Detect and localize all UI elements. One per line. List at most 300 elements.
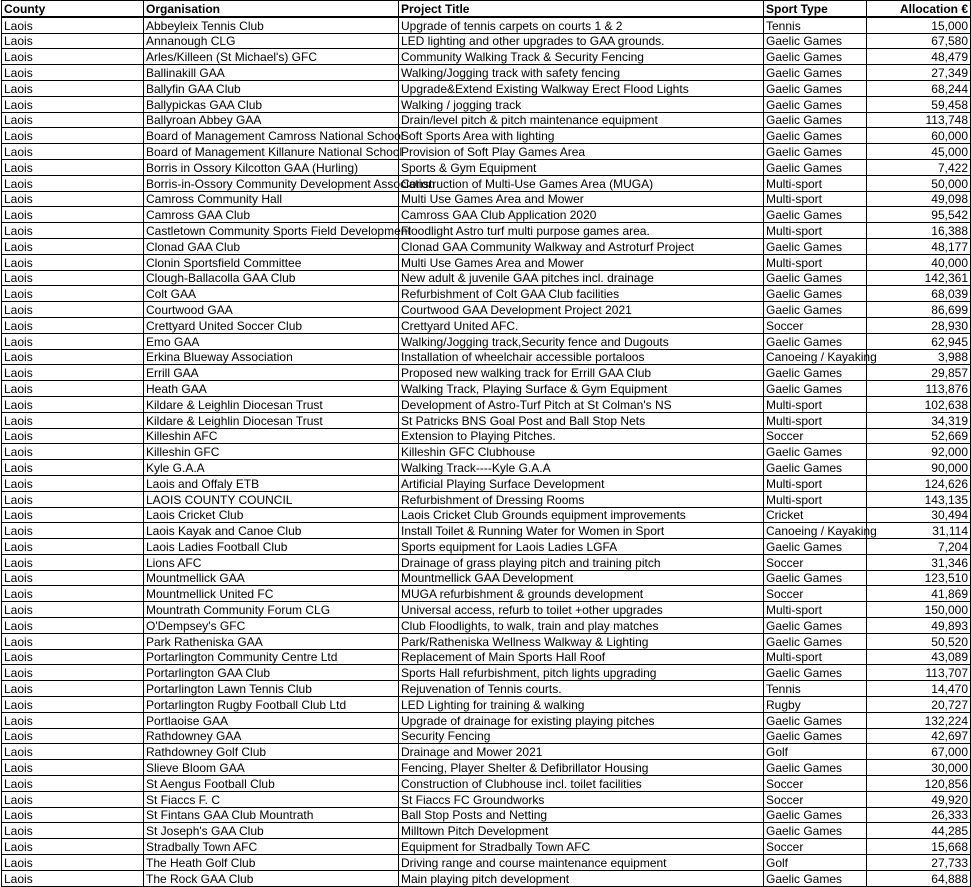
cell-sport-type[interactable]: Gaelic Games — [764, 128, 867, 144]
cell-county[interactable]: Laois — [2, 381, 144, 397]
cell-county[interactable]: Laois — [2, 144, 144, 160]
cell-project-title[interactable]: Artificial Playing Surface Development — [399, 475, 764, 491]
cell-project-title[interactable]: Installation of wheelchair accessible portaloos — [399, 349, 764, 365]
cell-sport-type[interactable]: Multi-sport — [764, 412, 867, 428]
cell-allocation[interactable]: 14,470 — [867, 681, 971, 697]
cell-organisation[interactable]: Mountmellick United FC — [144, 586, 399, 602]
cell-allocation[interactable]: 50,520 — [867, 633, 971, 649]
cell-organisation[interactable]: Ballyroan Abbey GAA — [144, 112, 399, 128]
cell-sport-type[interactable]: Soccer — [764, 586, 867, 602]
cell-sport-type[interactable]: Gaelic Games — [764, 159, 867, 175]
header-project-title[interactable]: Project Title — [399, 1, 764, 17]
allocations-table — [1, 0, 971, 887]
cell-project-title[interactable]: Crettyard United AFC. — [399, 317, 764, 333]
cell-sport-type[interactable]: Gaelic Games — [764, 286, 867, 302]
cell-county[interactable]: Laois — [2, 349, 144, 365]
cell-sport-type[interactable]: Gaelic Games — [764, 207, 867, 223]
cell-sport-type[interactable]: Soccer — [764, 428, 867, 444]
cell-allocation[interactable]: 132,224 — [867, 712, 971, 728]
cell-organisation[interactable]: Arles/Killeen (St Michael's) GFC — [144, 49, 399, 65]
cell-county[interactable]: Laois — [2, 412, 144, 428]
cell-organisation[interactable]: Abbeyleix Tennis Club — [144, 17, 399, 33]
cell-county[interactable]: Laois — [2, 633, 144, 649]
table-row — [2, 412, 971, 428]
cell-project-title[interactable]: Fencing, Player Shelter & Defibrillator Housing — [399, 760, 764, 776]
cell-allocation[interactable]: 7,204 — [867, 539, 971, 555]
cell-county[interactable]: Laois — [2, 302, 144, 318]
cell-project-title[interactable]: Walking/Jogging track,Security fence and Dugouts — [399, 333, 764, 349]
header-sport-type[interactable]: Sport Type — [764, 1, 867, 17]
cell-county[interactable]: Laois — [2, 365, 144, 381]
cell-allocation[interactable]: 27,733 — [867, 855, 971, 871]
cell-allocation[interactable]: 113,876 — [867, 381, 971, 397]
cell-allocation[interactable]: 92,000 — [867, 444, 971, 460]
cell-organisation[interactable]: Camross Community Hall — [144, 191, 399, 207]
cell-organisation[interactable]: Portarlington Lawn Tennis Club — [144, 681, 399, 697]
cell-allocation[interactable]: 30,494 — [867, 507, 971, 523]
cell-organisation[interactable]: Errill GAA — [144, 365, 399, 381]
cell-allocation[interactable]: 15,000 — [867, 17, 971, 33]
cell-sport-type[interactable]: Rugby — [764, 697, 867, 713]
cell-organisation[interactable]: Emo GAA — [144, 333, 399, 349]
header-county[interactable]: County — [2, 1, 144, 17]
cell-project-title[interactable]: Upgrade of tennis carpets on courts 1 & 2 — [399, 17, 764, 33]
cell-county[interactable]: Laois — [2, 191, 144, 207]
cell-sport-type[interactable]: Multi-sport — [764, 602, 867, 618]
cell-county[interactable]: Laois — [2, 855, 144, 871]
cell-sport-type[interactable]: Gaelic Games — [764, 112, 867, 128]
cell-organisation[interactable]: Camross GAA Club — [144, 207, 399, 223]
cell-county[interactable]: Laois — [2, 681, 144, 697]
cell-county[interactable]: Laois — [2, 728, 144, 744]
cell-project-title[interactable]: Development of Astro-Turf Pitch at St Colman's NS — [399, 396, 764, 412]
cell-project-title[interactable]: Drainage of grass playing pitch and training pitch — [399, 554, 764, 570]
cell-county[interactable]: Laois — [2, 776, 144, 792]
cell-project-title[interactable]: Walking/Jogging track with safety fencing — [399, 65, 764, 81]
cell-allocation[interactable]: 68,244 — [867, 80, 971, 96]
cell-sport-type[interactable]: Gaelic Games — [764, 49, 867, 65]
cell-county[interactable]: Laois — [2, 539, 144, 555]
cell-organisation[interactable]: Board of Management Camross National School — [144, 128, 399, 144]
cell-allocation[interactable]: 64,888 — [867, 870, 971, 886]
cell-allocation[interactable]: 113,707 — [867, 665, 971, 681]
cell-allocation[interactable]: 120,856 — [867, 776, 971, 792]
cell-allocation[interactable]: 143,135 — [867, 491, 971, 507]
cell-project-title[interactable]: Courtwood GAA Development Project 2021 — [399, 302, 764, 318]
cell-county[interactable]: Laois — [2, 618, 144, 634]
table-body — [2, 17, 971, 886]
cell-organisation[interactable]: Clonin Sportsfield Committee — [144, 254, 399, 270]
cell-sport-type[interactable]: Gaelic Games — [764, 144, 867, 160]
cell-county[interactable]: Laois — [2, 444, 144, 460]
cell-county[interactable]: Laois — [2, 839, 144, 855]
cell-county[interactable]: Laois — [2, 333, 144, 349]
cell-project-title[interactable]: Install Toilet & Running Water for Women in Sport — [399, 523, 764, 539]
cell-sport-type[interactable]: Gaelic Games — [764, 238, 867, 254]
cell-allocation[interactable]: 20,727 — [867, 697, 971, 713]
cell-allocation[interactable]: 49,920 — [867, 791, 971, 807]
cell-organisation[interactable]: Laois Kayak and Canoe Club — [144, 523, 399, 539]
cell-organisation[interactable]: The Heath Golf Club — [144, 855, 399, 871]
cell-county[interactable]: Laois — [2, 807, 144, 823]
cell-allocation[interactable]: 40,000 — [867, 254, 971, 270]
cell-allocation[interactable]: 95,542 — [867, 207, 971, 223]
cell-organisation[interactable]: Park Ratheniska GAA — [144, 633, 399, 649]
cell-county[interactable]: Laois — [2, 128, 144, 144]
cell-organisation[interactable]: Clough-Ballacolla GAA Club — [144, 270, 399, 286]
table-row — [2, 333, 971, 349]
cell-allocation[interactable]: 113,748 — [867, 112, 971, 128]
cell-organisation[interactable]: St Joseph's GAA Club — [144, 823, 399, 839]
cell-project-title[interactable]: Community Walking Track & Security Fencing — [399, 49, 764, 65]
cell-allocation[interactable]: 67,580 — [867, 33, 971, 49]
cell-sport-type[interactable]: Soccer — [764, 317, 867, 333]
cell-allocation[interactable]: 28,930 — [867, 317, 971, 333]
cell-county[interactable]: Laois — [2, 428, 144, 444]
cell-organisation[interactable]: Ballypickas GAA Club — [144, 96, 399, 112]
cell-project-title[interactable]: Milltown Pitch Development — [399, 823, 764, 839]
cell-allocation[interactable]: 59,458 — [867, 96, 971, 112]
cell-project-title[interactable]: Construction of Multi-Use Games Area (MUGA) — [399, 175, 764, 191]
cell-project-title[interactable]: Upgrade of drainage for existing playing pitches — [399, 712, 764, 728]
cell-organisation[interactable]: Board of Management Killanure National School — [144, 144, 399, 160]
cell-project-title[interactable]: Provision of Soft Play Games Area — [399, 144, 764, 160]
cell-allocation[interactable]: 90,000 — [867, 460, 971, 476]
cell-project-title[interactable]: St Patricks BNS Goal Post and Ball Stop Nets — [399, 412, 764, 428]
cell-project-title[interactable]: Soft Sports Area with lighting — [399, 128, 764, 144]
cell-allocation[interactable]: 31,114 — [867, 523, 971, 539]
table-row — [2, 475, 971, 491]
table-row — [2, 96, 971, 112]
cell-county[interactable]: Laois — [2, 665, 144, 681]
cell-sport-type[interactable]: Golf — [764, 744, 867, 760]
cell-sport-type[interactable]: Canoeing / Kayaking — [764, 349, 867, 365]
cell-project-title[interactable]: Replacement of Main Sports Hall Roof — [399, 649, 764, 665]
table-row — [2, 159, 971, 175]
cell-allocation[interactable]: 31,346 — [867, 554, 971, 570]
cell-allocation[interactable]: 34,319 — [867, 412, 971, 428]
table-row — [2, 823, 971, 839]
cell-allocation[interactable]: 44,285 — [867, 823, 971, 839]
cell-county[interactable]: Laois — [2, 649, 144, 665]
header-allocation[interactable]: Allocation € — [867, 1, 971, 17]
cell-project-title[interactable]: Clonad GAA Community Walkway and Astroturf Project — [399, 238, 764, 254]
cell-county[interactable]: Laois — [2, 238, 144, 254]
cell-project-title[interactable]: Laois Cricket Club Grounds equipment improvements — [399, 507, 764, 523]
cell-organisation[interactable]: LAOIS COUNTY COUNCIL — [144, 491, 399, 507]
cell-allocation[interactable]: 68,039 — [867, 286, 971, 302]
cell-project-title[interactable]: Main playing pitch development — [399, 870, 764, 886]
cell-allocation[interactable]: 62,945 — [867, 333, 971, 349]
cell-project-title[interactable]: Driving range and course maintenance equipment — [399, 855, 764, 871]
cell-organisation[interactable]: Ballinakill GAA — [144, 65, 399, 81]
cell-county[interactable]: Laois — [2, 823, 144, 839]
cell-sport-type[interactable]: Multi-sport — [764, 175, 867, 191]
cell-organisation[interactable]: Erkina Blueway Association — [144, 349, 399, 365]
cell-sport-type[interactable]: Gaelic Games — [764, 760, 867, 776]
cell-sport-type[interactable]: Golf — [764, 855, 867, 871]
cell-county[interactable]: Laois — [2, 554, 144, 570]
cell-county[interactable]: Laois — [2, 223, 144, 239]
cell-sport-type[interactable]: Multi-sport — [764, 649, 867, 665]
cell-sport-type[interactable]: Canoeing / Kayaking — [764, 523, 867, 539]
cell-project-title[interactable]: LED Lighting for training & walking — [399, 697, 764, 713]
cell-county[interactable]: Laois — [2, 744, 144, 760]
cell-project-title[interactable]: St Fiaccs FC Groundworks — [399, 791, 764, 807]
cell-allocation[interactable]: 42,697 — [867, 728, 971, 744]
cell-county[interactable]: Laois — [2, 712, 144, 728]
cell-allocation[interactable]: 60,000 — [867, 128, 971, 144]
cell-county[interactable]: Laois — [2, 65, 144, 81]
cell-sport-type[interactable]: Tennis — [764, 681, 867, 697]
cell-sport-type[interactable]: Gaelic Games — [764, 570, 867, 586]
cell-sport-type[interactable]: Gaelic Games — [764, 539, 867, 555]
cell-project-title[interactable]: Extension to Playing Pitches. — [399, 428, 764, 444]
cell-county[interactable]: Laois — [2, 586, 144, 602]
cell-county[interactable]: Laois — [2, 254, 144, 270]
cell-organisation[interactable]: Annanough CLG — [144, 33, 399, 49]
cell-organisation[interactable]: Borris in Ossory Kilcotton GAA (Hurling) — [144, 159, 399, 175]
cell-county[interactable]: Laois — [2, 760, 144, 776]
cell-sport-type[interactable]: Gaelic Games — [764, 728, 867, 744]
cell-project-title[interactable]: Drainage and Mower 2021 — [399, 744, 764, 760]
cell-county[interactable]: Laois — [2, 17, 144, 33]
cell-county[interactable]: Laois — [2, 791, 144, 807]
cell-allocation[interactable]: 26,333 — [867, 807, 971, 823]
cell-county[interactable]: Laois — [2, 317, 144, 333]
cell-county[interactable]: Laois — [2, 523, 144, 539]
cell-organisation[interactable]: Portlaoise GAA — [144, 712, 399, 728]
cell-sport-type[interactable]: Gaelic Games — [764, 870, 867, 886]
cell-allocation[interactable]: 123,510 — [867, 570, 971, 586]
cell-county[interactable]: Laois — [2, 112, 144, 128]
cell-allocation[interactable]: 142,361 — [867, 270, 971, 286]
cell-organisation[interactable]: Killeshin AFC — [144, 428, 399, 444]
cell-organisation[interactable]: Killeshin GFC — [144, 444, 399, 460]
cell-project-title[interactable]: Mountmellick GAA Development — [399, 570, 764, 586]
cell-county[interactable]: Laois — [2, 80, 144, 96]
cell-sport-type[interactable]: Multi-sport — [764, 491, 867, 507]
cell-organisation[interactable]: The Rock GAA Club — [144, 870, 399, 886]
cell-organisation[interactable]: Mountrath Community Forum CLG — [144, 602, 399, 618]
cell-sport-type[interactable]: Multi-sport — [764, 191, 867, 207]
table-row — [2, 254, 971, 270]
cell-organisation[interactable]: Ballyfin GAA Club — [144, 80, 399, 96]
table-row — [2, 238, 971, 254]
cell-allocation[interactable]: 102,638 — [867, 396, 971, 412]
cell-allocation[interactable]: 7,422 — [867, 159, 971, 175]
cell-project-title[interactable]: Security Fencing — [399, 728, 764, 744]
cell-county[interactable]: Laois — [2, 49, 144, 65]
cell-allocation[interactable]: 50,000 — [867, 175, 971, 191]
cell-sport-type[interactable]: Gaelic Games — [764, 33, 867, 49]
cell-sport-type[interactable]: Gaelic Games — [764, 65, 867, 81]
cell-allocation[interactable]: 67,000 — [867, 744, 971, 760]
cell-county[interactable]: Laois — [2, 491, 144, 507]
cell-organisation[interactable]: Laois Ladies Football Club — [144, 539, 399, 555]
cell-organisation[interactable]: St Fintans GAA Club Mountrath — [144, 807, 399, 823]
table-row — [2, 444, 971, 460]
cell-organisation[interactable]: St Aengus Football Club — [144, 776, 399, 792]
cell-organisation[interactable]: Stradbally Town AFC — [144, 839, 399, 855]
cell-allocation[interactable]: 43,089 — [867, 649, 971, 665]
table-row — [2, 618, 971, 634]
table-row — [2, 80, 971, 96]
cell-project-title[interactable]: Walking / jogging track — [399, 96, 764, 112]
cell-sport-type[interactable]: Gaelic Games — [764, 633, 867, 649]
cell-organisation[interactable]: Laois and Offaly ETB — [144, 475, 399, 491]
table-row — [2, 65, 971, 81]
cell-organisation[interactable]: Lions AFC — [144, 554, 399, 570]
cell-allocation[interactable]: 29,857 — [867, 365, 971, 381]
cell-organisation[interactable]: Kildare & Leighlin Diocesan Trust — [144, 396, 399, 412]
cell-sport-type[interactable]: Multi-sport — [764, 396, 867, 412]
cell-sport-type[interactable]: Gaelic Games — [764, 807, 867, 823]
cell-sport-type[interactable]: Gaelic Games — [764, 712, 867, 728]
cell-county[interactable]: Laois — [2, 396, 144, 412]
cell-organisation[interactable]: Borris-in-Ossory Community Development Association — [144, 175, 399, 191]
cell-project-title[interactable]: Sports equipment for Laois Ladies LGFA — [399, 539, 764, 555]
cell-county[interactable]: Laois — [2, 475, 144, 491]
cell-organisation[interactable]: Heath GAA — [144, 381, 399, 397]
cell-allocation[interactable]: 48,177 — [867, 238, 971, 254]
cell-project-title[interactable]: Refurbishment of Dressing Rooms — [399, 491, 764, 507]
cell-allocation[interactable]: 150,000 — [867, 602, 971, 618]
cell-allocation[interactable]: 86,699 — [867, 302, 971, 318]
cell-sport-type[interactable]: Gaelic Games — [764, 80, 867, 96]
cell-organisation[interactable]: Kyle G.A.A — [144, 460, 399, 476]
cell-organisation[interactable]: Portarlington Rugby Football Club Ltd — [144, 697, 399, 713]
cell-project-title[interactable]: Upgrade&Extend Existing Walkway Erect Flood Lights — [399, 80, 764, 96]
cell-project-title[interactable]: Walking Track, Playing Surface & Gym Equipment — [399, 381, 764, 397]
cell-sport-type[interactable]: Soccer — [764, 791, 867, 807]
cell-sport-type[interactable]: Soccer — [764, 776, 867, 792]
table-row — [2, 33, 971, 49]
cell-project-title[interactable]: Floodlight Astro turf multi purpose games area. — [399, 223, 764, 239]
cell-organisation[interactable]: Mountmellick GAA — [144, 570, 399, 586]
cell-project-title[interactable]: MUGA refurbishment & grounds development — [399, 586, 764, 602]
cell-county[interactable]: Laois — [2, 697, 144, 713]
cell-allocation[interactable]: 49,893 — [867, 618, 971, 634]
cell-allocation[interactable]: 49,098 — [867, 191, 971, 207]
cell-organisation[interactable]: Slieve Bloom GAA — [144, 760, 399, 776]
cell-project-title[interactable]: Sports Hall refurbishment, pitch lights upgrading — [399, 665, 764, 681]
cell-allocation[interactable]: 124,626 — [867, 475, 971, 491]
cell-sport-type[interactable]: Gaelic Games — [764, 333, 867, 349]
cell-allocation[interactable]: 45,000 — [867, 144, 971, 160]
cell-sport-type[interactable]: Multi-sport — [764, 254, 867, 270]
cell-county[interactable]: Laois — [2, 270, 144, 286]
cell-sport-type[interactable]: Gaelic Games — [764, 96, 867, 112]
cell-sport-type[interactable]: Gaelic Games — [764, 365, 867, 381]
cell-sport-type[interactable]: Gaelic Games — [764, 460, 867, 476]
cell-project-title[interactable]: New adult & juvenile GAA pitches incl. drainage — [399, 270, 764, 286]
cell-project-title[interactable]: Refurbishment of Colt GAA Club facilities — [399, 286, 764, 302]
cell-sport-type[interactable]: Gaelic Games — [764, 823, 867, 839]
cell-allocation[interactable]: 16,388 — [867, 223, 971, 239]
cell-organisation[interactable]: Crettyard United Soccer Club — [144, 317, 399, 333]
table-row — [2, 807, 971, 823]
cell-organisation[interactable]: Rathdowney GAA — [144, 728, 399, 744]
cell-project-title[interactable]: Equipment for Stradbally Town AFC — [399, 839, 764, 855]
header-row — [2, 1, 971, 17]
cell-sport-type[interactable]: Multi-sport — [764, 475, 867, 491]
cell-project-title[interactable]: Park/Ratheniska Wellness Walkway & Lighting — [399, 633, 764, 649]
cell-allocation[interactable]: 52,669 — [867, 428, 971, 444]
cell-project-title[interactable]: Walking Track----Kyle G.A.A — [399, 460, 764, 476]
cell-sport-type[interactable]: Cricket — [764, 507, 867, 523]
cell-sport-type[interactable]: Gaelic Games — [764, 270, 867, 286]
cell-project-title[interactable]: Killeshin GFC Clubhouse — [399, 444, 764, 460]
cell-allocation[interactable]: 48,479 — [867, 49, 971, 65]
header-organisation[interactable]: Organisation — [144, 1, 399, 17]
cell-project-title[interactable]: Rejuvenation of Tennis courts. — [399, 681, 764, 697]
cell-organisation[interactable]: Portarlington GAA Club — [144, 665, 399, 681]
cell-county[interactable]: Laois — [2, 175, 144, 191]
cell-sport-type[interactable]: Soccer — [764, 554, 867, 570]
cell-sport-type[interactable]: Gaelic Games — [764, 444, 867, 460]
cell-project-title[interactable]: LED lighting and other upgrades to GAA grounds. — [399, 33, 764, 49]
cell-county[interactable]: Laois — [2, 602, 144, 618]
cell-organisation[interactable]: Portarlington Community Centre Ltd — [144, 649, 399, 665]
cell-project-title[interactable]: Multi Use Games Area and Mower — [399, 254, 764, 270]
cell-sport-type[interactable]: Gaelic Games — [764, 381, 867, 397]
cell-county[interactable]: Laois — [2, 207, 144, 223]
cell-organisation[interactable]: Courtwood GAA — [144, 302, 399, 318]
cell-allocation[interactable]: 3,988 — [867, 349, 971, 365]
cell-organisation[interactable]: Kildare & Leighlin Diocesan Trust — [144, 412, 399, 428]
table-row — [2, 317, 971, 333]
cell-organisation[interactable]: Colt GAA — [144, 286, 399, 302]
cell-project-title[interactable]: Drain/level pitch & pitch maintenance equipment — [399, 112, 764, 128]
cell-county[interactable]: Laois — [2, 870, 144, 886]
cell-sport-type[interactable]: Tennis — [764, 17, 867, 33]
cell-project-title[interactable]: Club Floodlights, to walk, train and play matches — [399, 618, 764, 634]
cell-organisation[interactable]: Rathdowney Golf Club — [144, 744, 399, 760]
cell-organisation[interactable]: O'Dempsey's GFC — [144, 618, 399, 634]
cell-sport-type[interactable]: Gaelic Games — [764, 618, 867, 634]
cell-county[interactable]: Laois — [2, 570, 144, 586]
cell-allocation[interactable]: 15,668 — [867, 839, 971, 855]
cell-organisation[interactable]: Castletown Community Sports Field Development — [144, 223, 399, 239]
cell-sport-type[interactable]: Gaelic Games — [764, 302, 867, 318]
cell-sport-type[interactable]: Multi-sport — [764, 223, 867, 239]
cell-sport-type[interactable]: Soccer — [764, 839, 867, 855]
cell-county[interactable]: Laois — [2, 96, 144, 112]
cell-organisation[interactable]: Laois Cricket Club — [144, 507, 399, 523]
cell-project-title[interactable]: Universal access, refurb to toilet +other upgrades — [399, 602, 764, 618]
cell-allocation[interactable]: 41,869 — [867, 586, 971, 602]
cell-project-title[interactable]: Proposed new walking track for Errill GAA Club — [399, 365, 764, 381]
cell-project-title[interactable]: Construction of Clubhouse incl. toilet facilities — [399, 776, 764, 792]
cell-organisation[interactable]: Clonad GAA Club — [144, 238, 399, 254]
cell-sport-type[interactable]: Gaelic Games — [764, 665, 867, 681]
cell-county[interactable]: Laois — [2, 159, 144, 175]
cell-organisation[interactable]: St Fiaccs F. C — [144, 791, 399, 807]
cell-project-title[interactable]: Camross GAA Club Application 2020 — [399, 207, 764, 223]
table-row — [2, 586, 971, 602]
table-row — [2, 633, 971, 649]
cell-county[interactable]: Laois — [2, 286, 144, 302]
cell-county[interactable]: Laois — [2, 507, 144, 523]
cell-county[interactable]: Laois — [2, 33, 144, 49]
cell-allocation[interactable]: 30,000 — [867, 760, 971, 776]
cell-county[interactable]: Laois — [2, 460, 144, 476]
cell-project-title[interactable]: Ball Stop Posts and Netting — [399, 807, 764, 823]
cell-project-title[interactable]: Multi Use Games Area and Mower — [399, 191, 764, 207]
cell-allocation[interactable]: 27,349 — [867, 65, 971, 81]
cell-project-title[interactable]: Sports & Gym Equipment — [399, 159, 764, 175]
